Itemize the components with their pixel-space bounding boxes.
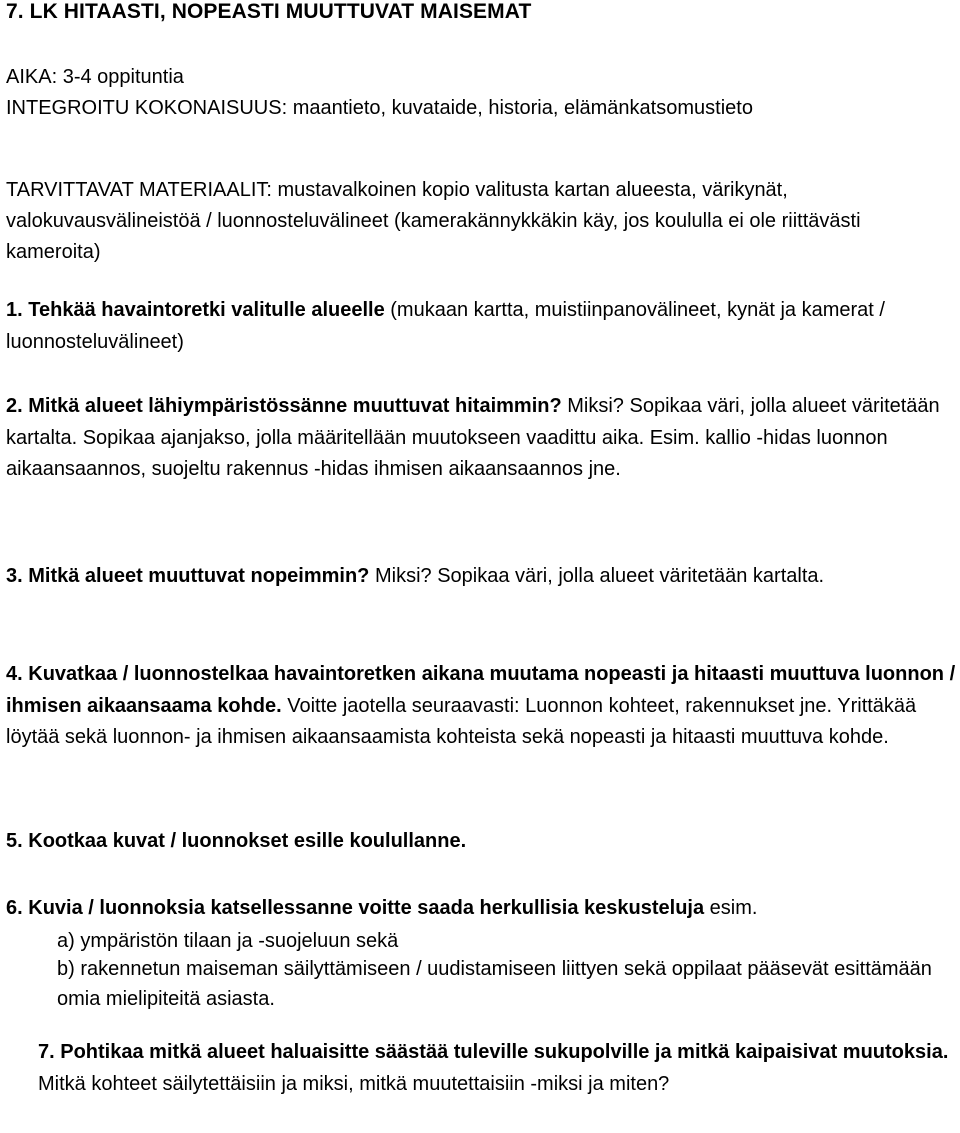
document-title: 7. LK HITAASTI, NOPEASTI MUUTTUVAT MAISEMAT xyxy=(6,0,532,23)
task-5-number: 5. xyxy=(6,830,23,852)
task-4-number: 4. xyxy=(6,663,23,685)
task-4-heading: Kuvatkaa / luonnostelkaa havaintoretken aikana muutama nopeasti ja hitaasti muuttuva luonnon / ihmisen aikaansaama kohde. xyxy=(6,663,956,717)
task-3-text: Miksi? Sopikaa väri, jolla alueet väritetään kartalta. xyxy=(369,565,825,587)
task-6-sub-a: a) ympäristön tilaan ja -suojeluun sekä xyxy=(57,930,399,952)
task-3-number: 3. xyxy=(6,565,23,587)
task-2-text: Miksi? Sopikaa väri, jolla alueet väritetään kartalta. Sopikaa ajanjakso, jolla määritellään muutokseen vaadittu aika. Esim. kallio -hidas luonnon aikaansaannos, suojeltu rakennus -hidas ihmisen aikaansaannos jne. xyxy=(6,395,940,480)
task-1-text: (mukaan kartta, muistiinpanovälineet, kynät ja kamerat / luonnosteluvälineet) xyxy=(6,299,885,353)
task-6-sub-b: b) rakennetun maiseman säilyttämiseen / uudistamiseen liittyen sekä oppilaat pääsevät esittämään omia mielipiteitä asiasta. xyxy=(57,958,932,1010)
task-7-heading: Pohtikaa mitkä alueet haluaisitte säästää tuleville sukupolville ja mitkä kaipaisivat muutoksia. xyxy=(60,1041,949,1063)
task-1 xyxy=(6,295,956,358)
task-6-text: esim. xyxy=(704,897,758,919)
task-3 xyxy=(6,561,956,593)
task-6 xyxy=(6,893,956,925)
task-7 xyxy=(38,1036,958,1100)
task-2-number: 2. xyxy=(6,395,23,417)
task-3-heading: Mitkä alueet muuttuvat nopeimmin? xyxy=(28,565,370,587)
task-2 xyxy=(6,391,956,486)
task-1-heading: Tehkää havaintoretki valitulle alueelle xyxy=(28,299,385,321)
task-2-heading: Mitkä alueet lähiympäristössänne muuttuvat hitaimmin? xyxy=(28,395,562,417)
task-6-number: 6. xyxy=(6,897,23,919)
task-1-number: 1. xyxy=(6,299,23,321)
task-7-number: 7. xyxy=(38,1041,55,1063)
duration-line: AIKA: 3-4 oppituntia xyxy=(6,66,184,88)
materials-paragraph: TARVITTAVAT MATERIAALIT: mustavalkoinen kopio valitusta kartan alueesta, värikynät, valokuvausvälineistöä / luonnosteluvälineet (kamerakännykkäkin käy, jos koululla ei ole riittävästi kameroita) xyxy=(6,179,861,263)
task-4-text: Voitte jaotella seuraavasti: Luonnon kohteet, rakennukset jne. Yrittäkää löytää sekä luonnon- ja ihmisen aikaansaamista kohteista sekä nopeasti ja hitaasti muuttuva kohde. xyxy=(6,694,917,748)
task-5-heading: Kootkaa kuvat / luonnokset esille koulullanne. xyxy=(28,830,467,852)
task-7-text: Mitkä kohteet säilytettäisiin ja miksi, mitkä muutettaisiin -miksi ja miten? xyxy=(38,1073,670,1095)
task-5 xyxy=(6,826,956,858)
task-6-heading: Kuvia / luonnoksia katsellessanne voitte saada herkullisia keskusteluja xyxy=(28,897,705,919)
task-4 xyxy=(6,659,956,754)
integrated-subjects-line: INTEGROITU KOKONAISUUS: maantieto, kuvataide, historia, elämänkatsomustieto xyxy=(6,97,753,119)
